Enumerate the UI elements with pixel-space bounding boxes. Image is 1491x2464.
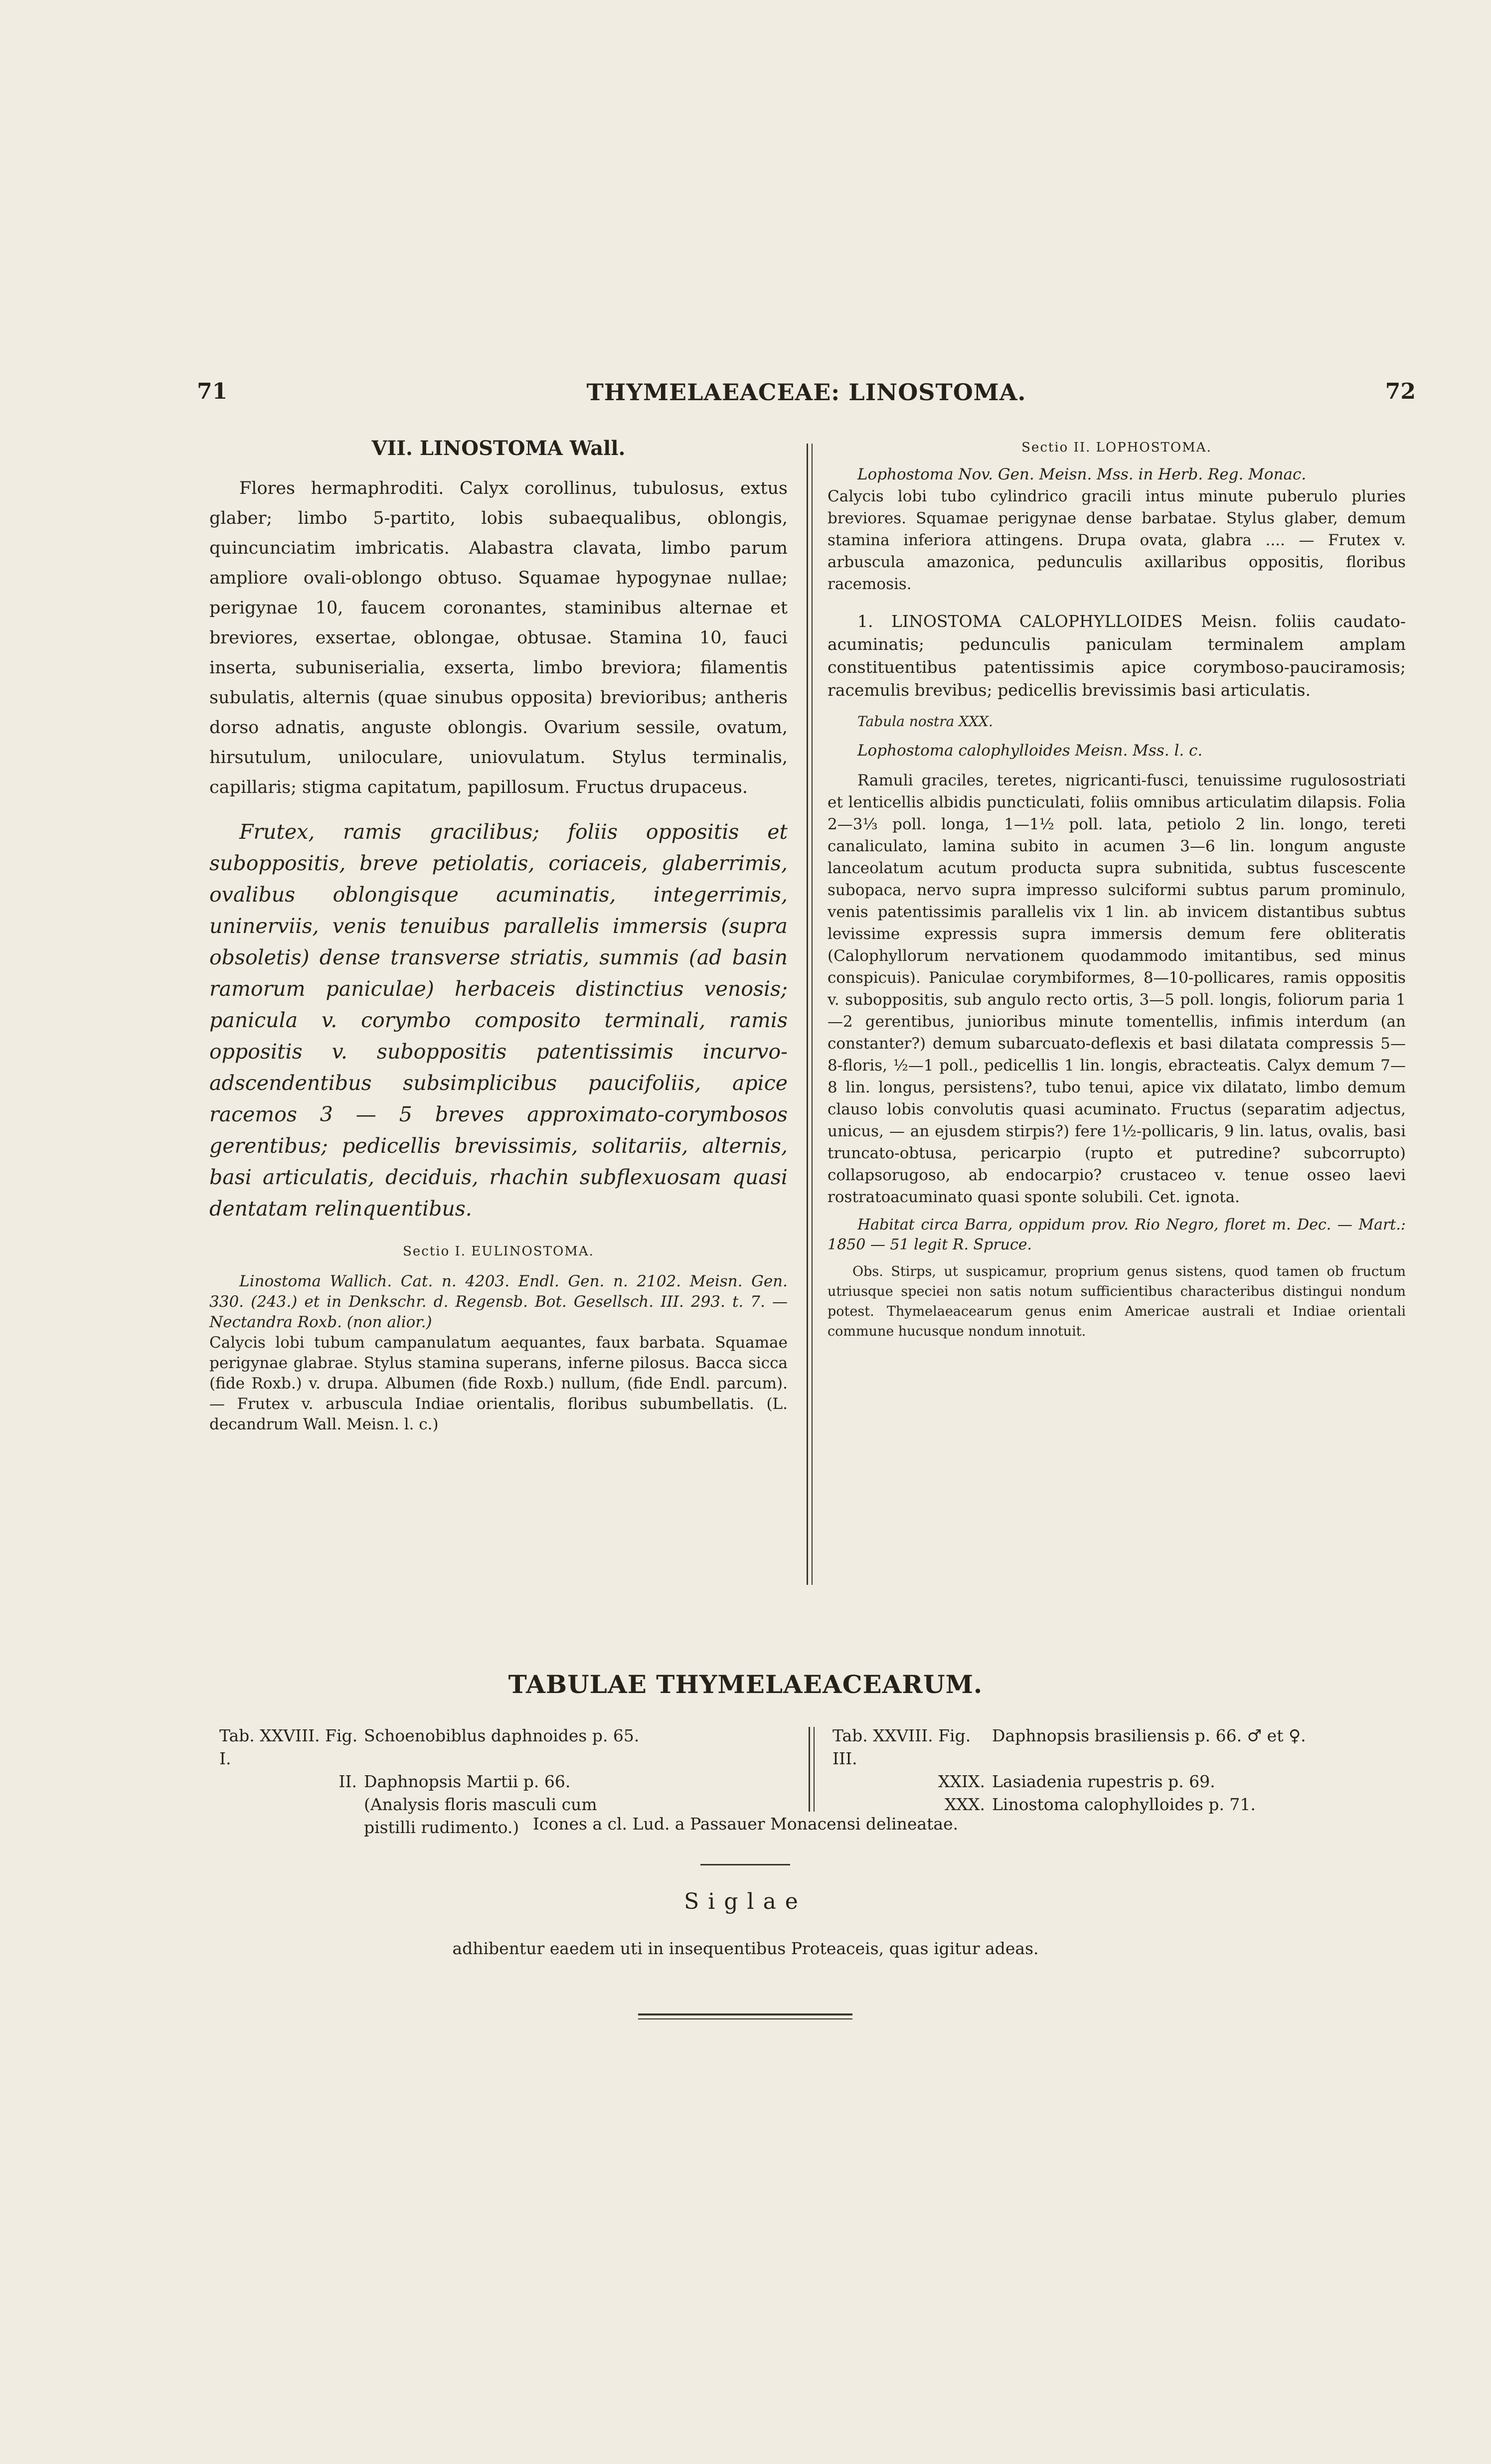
tabulae-divider — [809, 1727, 810, 1812]
sectio-i-title: Sectio I. EULINOSTOMA. — [403, 1244, 594, 1259]
running-title: THYMELAEACEAE: LINOSTOMA. — [586, 379, 1026, 406]
plate-label: XXIX. — [938, 1772, 985, 1791]
species-synonym: Lophostoma calophylloides Meisn. Mss. l. c. — [857, 742, 1203, 760]
plate-text: Lasiadenia rupestris p. 69. — [992, 1772, 1215, 1791]
tabulae-divider-inner — [814, 1727, 815, 1812]
column-divider-inner — [812, 444, 813, 1585]
species-description: Ramuli graciles, teretes, nigricanti-fusci, tenuissime rugulosostriati et lenticellis albidis puncticulati, foliis omnibus articulatim dilapsis. Folia 2—3⅓ poll. longa, 1—1½ poll. lata, petiolo 2 lin. longo, tereti canaliculato, lamina subito in acumen 3—6 lin. longum anguste lanceolatum acutum producta supra subnitida, subtus fuscescente subopaca, nervo supra impresso sulciformi subtus parum prominulo, venis patentissimis parallelis vix 1 lin. ab invicem distantibus subtus levissime expressis supra immersis demum fere obliteratis (Calophyllorum nervationem quodammodo imitantibus, sed minus conspicuis). Paniculae corymbiformes, 8—10-pollicares, ramis oppositis v. suboppositis, sub angulo recto ortis, 3—5 poll. longis, foliorum paria 1—2 gerentibus, junioribus minute tomentellis, infimis interdum (an constanter?) demum subarcuato-deflexis et basi dilatata compressis 5—8-floris, ½—1 poll., pedicellis 1 lin. longis, ebracteatis. Calyx demum 7—8 lin. longus, persistens?, tubo tenui, apice vix dilatato, limbo demum clauso lobis convolutis quasi acuminato. Fructus (separatim adjectus, unicus, — an ejusdem stirpis?) fere 1½-pollicaris, 9 lin. latus, ovalis, basi truncato-obtusa, pericarpio (rupto et putredine? subcorrupto) collapsorugoso, ab endocarpio? crustaceo v. tenue osseo laevi rostratoacuminato quasi sponte solubili. Cet. ignota. — [828, 771, 1406, 1206]
siglae-title: Siglae — [684, 1889, 807, 1914]
list-item — [832, 1770, 1421, 1793]
siglae-text: adhibentur eaedem uti in insequentibus Proteaceis, quas igitur adeas. — [452, 1939, 1039, 1958]
list-item — [832, 1793, 1421, 1816]
habit-description: Frutex, ramis gracilibus; foliis oppositis et suboppositis, breve petiolatis, coriaceis, glaberrimis, ovalibus oblongisque acuminatis, integerrimis, uninerviis, venis tenuibus parallelis immersis (supra obsoletis) dense transverse striatis, summis (ad basin ramorum paniculae) herbaceis distinctius venosis; panicula v. corymbo composito terminali, ramis oppositis v. suboppositis patentissimis incurvo-adscendentibus subsimplicibus paucifoliis, apice racemos 3 — 5 breves approximato-corymbosos gerentibus; pedicellis brevissimis, solitariis, alternis, basi articulatis, deciduis, rhachin subflexuosam quasi dentatam relinquentibus. — [209, 820, 788, 1221]
plate-label: Tab. XXVIII. Fig. I. — [219, 1726, 358, 1768]
end-rule-thin — [638, 2018, 852, 2019]
short-rule — [700, 1864, 790, 1865]
plate-text: Daphnopsis Martii p. 66. (Analysis floris masculi cum pistilli rudimento.) — [364, 1772, 597, 1837]
tabula-reference: Tabula nostra XXX. — [857, 713, 993, 730]
observation: Obs. Stirps, ut suspicamur, proprium genus sistens, quod tamen ob fructum utriusque speciei non satis notum sufficientibus characteribus distingui nondum potest. Thymelaeacearum genus enim Americae australi et Indiae orientali commune hucusque nondum innotuit. — [828, 1264, 1406, 1339]
genus-title: VII. LINOSTOMA Wall. — [371, 437, 626, 460]
list-item — [832, 1724, 1421, 1770]
species-heading: 1. LINOSTOMA CALOPHYLLOIDES Meisn. foliis caudato-acuminatis; pedunculis paniculam terminalem amplam constituentibus patentissimis apice corymboso-pauciramosis; racemulis brevibus; pedicellis brevissimis basi articulatis. — [828, 612, 1406, 700]
plate-label: XXX. — [945, 1795, 985, 1814]
icones-credit: Icones a cl. Lud. a Passauer Monacensi delineatae. — [532, 1814, 959, 1834]
sectio-ii-description: Calycis lobi tubo cylindrico gracili intus minute puberulo pluries breviores. Squamae perigynae dense barbatae. Stylus glaber, demum stamina inferiora attingens. Drupa ovata, glabra .... — Frutex v. arbuscula amazonica, pedunculis axillaribus oppositis, floribus racemosis. — [828, 487, 1406, 593]
sectio-ii-citation: Lophostoma Nov. Gen. Meisn. Mss. in Herb. Reg. Monac. — [857, 465, 1307, 483]
sectio-i-description: Calycis lobi tubum campanulatum aequantes, faux barbata. Squamae perigynae glabrae. Stylus stamina superans, inferne pilosus. Bacca sicca (fide Roxb.) v. drupa. Albumen (fide Roxb.) nullum, (fide Endl. parcum). — Frutex v. arbuscula Indiae orientalis, floribus subumbellatis. (L. decandrum Wall. Meisn. l. c.) — [209, 1334, 788, 1433]
page-header — [197, 379, 1416, 419]
tabulae-right-list — [832, 1724, 1421, 1816]
habitat: Habitat circa Barra, oppidum prov. Rio Negro, floret m. Dec. — Mart.: 1850 — 51 legit R. Spruce. — [828, 1216, 1406, 1253]
left-column — [209, 434, 788, 1435]
page-number-left: 71 — [197, 379, 228, 404]
plate-label: Tab. XXVIII. Fig. III. — [832, 1726, 971, 1768]
right-column — [828, 434, 1406, 1342]
sectio-ii-title: Sectio II. LOPHOSTOMA. — [1021, 440, 1212, 455]
sectio-i-citation: Linostoma Wallich. Cat. n. 4203. Endl. Gen. n. 2102. Meisn. Gen. 330. (243.) et in Denkschr. d. Regensb. Bot. Gesellsch. III. 293. t. 7. — Nectandra Roxb. (non alior.) — [209, 1272, 788, 1331]
column-divider — [807, 444, 808, 1585]
plate-text: Daphnopsis brasiliensis p. 66. ♂ et ♀. — [992, 1726, 1306, 1745]
plate-label: II. — [338, 1772, 357, 1791]
tabulae-title: TABULAE THYMELAEACEARUM. — [508, 1670, 983, 1699]
list-item — [219, 1724, 793, 1770]
end-rule — [638, 2013, 852, 2015]
page-number-right: 72 — [1385, 379, 1416, 404]
plate-text: Schoenobiblus daphnoides p. 65. — [364, 1726, 640, 1745]
genus-description: Flores hermaphroditi. Calyx corollinus, tubulosus, extus glaber; limbo 5-partito, lobis subaequalibus, oblongis, quincunciatim imbricatis. Alabastra clavata, limbo parum ampliore ovali-oblongo obtuso. Squamae hypogynae nullae; perigynae 10, faucem coronantes, staminibus alternae et breviores, exsertae, oblongae, obtusae. Stamina 10, fauci inserta, subuniserialia, exserta, limbo breviora; filamentis subulatis, alternis (quae sinubus opposita) brevioribus; antheris dorso adnatis, anguste oblongis. Ovarium sessile, ovatum, hirsutulum, uniloculare, uniovulatum. Stylus terminalis, capillaris; stigma capitatum, papillosum. Fructus drupaceus. — [209, 478, 788, 797]
plate-text: Linostoma calophylloides p. 71. — [992, 1795, 1256, 1814]
